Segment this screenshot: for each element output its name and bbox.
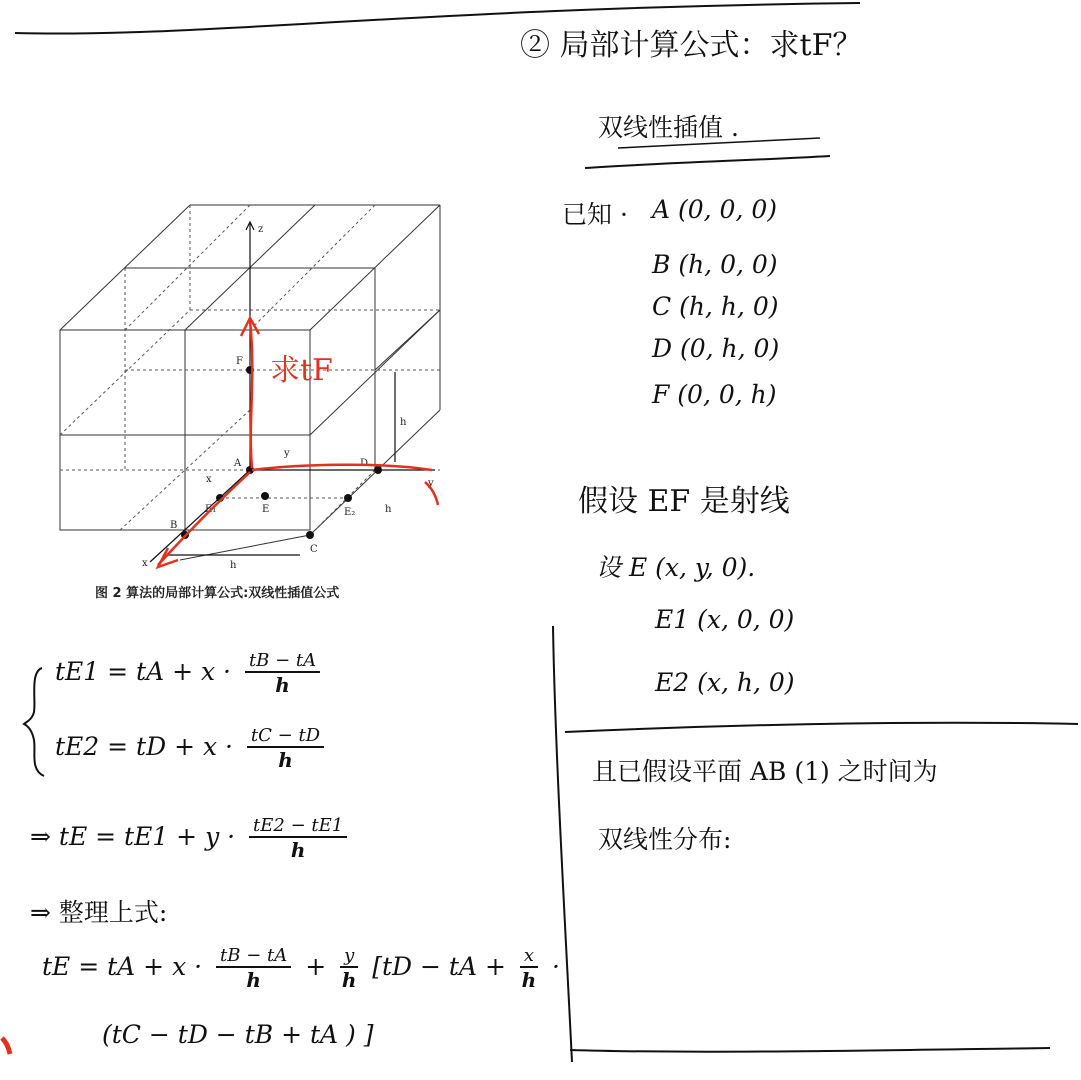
- final-plus: +: [305, 952, 327, 981]
- eq1-numerator: tB − tA: [248, 650, 317, 671]
- eq3: [30, 815, 353, 862]
- label-e1: E₁: [205, 504, 217, 515]
- label-e2: E₂: [344, 507, 356, 518]
- coord-f: F (0, 0, h): [652, 380, 777, 409]
- label-b: B: [170, 520, 178, 531]
- assume-ef: 假设 EF 是射线: [578, 484, 790, 519]
- box-line-1: 且已假设平面 AB (1) 之时间为: [592, 757, 938, 786]
- e1-coord: E1 (x, 0, 0): [655, 605, 795, 634]
- final-y-denominator: h: [341, 968, 357, 992]
- tidy-step: ⇒ 整理上式:: [30, 898, 168, 927]
- final-numerator: tB − tA: [220, 945, 288, 966]
- eq1-fraction: [245, 650, 320, 697]
- eq1-denominator: h: [275, 673, 290, 697]
- label-h-bottom: h: [230, 560, 237, 571]
- coord-c: C (h, h, 0): [652, 292, 779, 321]
- final-line-2: (tC − tD − tB + tA ) ]: [102, 1020, 374, 1049]
- label-h-diagonal: h: [385, 504, 392, 515]
- label-e: E: [262, 504, 270, 515]
- eq1-lhs: tE1 = tA + x ·: [55, 657, 231, 686]
- subtitle: 双线性插值 .: [598, 113, 739, 142]
- set-e: 设 E (x, y, 0).: [596, 553, 756, 582]
- label-d: D: [360, 458, 369, 469]
- final-formula: [42, 945, 560, 992]
- figure-caption: 图 2 算法的局部计算公式:双线性插值公式: [95, 586, 340, 601]
- label-c: C: [310, 544, 318, 555]
- final-y-numerator: y: [344, 945, 355, 966]
- eq3-denominator: h: [290, 838, 306, 862]
- label-y-small: y: [284, 448, 290, 459]
- final-denominator: h: [246, 968, 261, 992]
- section-title: ② 局部计算公式：求tF？: [520, 28, 863, 63]
- red-y-ray: [252, 465, 432, 470]
- final-c: [tD − tA +: [372, 952, 506, 981]
- label-z: z: [258, 224, 264, 235]
- final-fraction-x: [520, 945, 538, 992]
- box-line-2: 双线性分布:: [598, 825, 732, 854]
- red-x-ray: [158, 472, 250, 565]
- final-x-numerator: x: [523, 945, 535, 966]
- point-d: [374, 466, 382, 474]
- label-x-small: x: [206, 474, 212, 485]
- coord-d: D (0, h, 0): [652, 334, 780, 363]
- e2-coord: E2 (x, h, 0): [655, 668, 795, 697]
- final-d: ·: [551, 952, 560, 981]
- eq2-denominator: h: [278, 748, 293, 772]
- point-c: [306, 531, 314, 539]
- label-y: y: [428, 478, 434, 489]
- point-e2: [344, 494, 352, 502]
- eq2-fraction: [247, 725, 324, 772]
- coords-intro: 已知 ·: [562, 200, 628, 229]
- final-a: tE = tA + x ·: [42, 952, 203, 981]
- final-fraction-y: [340, 945, 358, 992]
- final-fraction-1: [216, 945, 291, 992]
- eq3-fraction: [249, 815, 347, 862]
- eq2-numerator: tC − tD: [250, 725, 321, 746]
- eq3-lhs: ⇒ tE = tE1 + y ·: [30, 822, 236, 851]
- eq1: [55, 650, 326, 697]
- coord-b: B (h, 0, 0): [652, 250, 778, 279]
- coord-a: A (0, 0, 0): [652, 195, 778, 224]
- label-h-vertical: h: [400, 417, 407, 428]
- point-e: [261, 492, 269, 500]
- label-f: F: [236, 356, 243, 367]
- red-annotation: 求tF: [270, 353, 333, 388]
- label-a: A: [234, 458, 242, 469]
- final-x-denominator: h: [521, 968, 537, 992]
- eq2-lhs: tE2 = tD + x ·: [55, 732, 233, 761]
- label-x: x: [142, 558, 148, 569]
- eq2: [55, 725, 330, 772]
- eq3-numerator: tE2 − tE1: [253, 815, 344, 836]
